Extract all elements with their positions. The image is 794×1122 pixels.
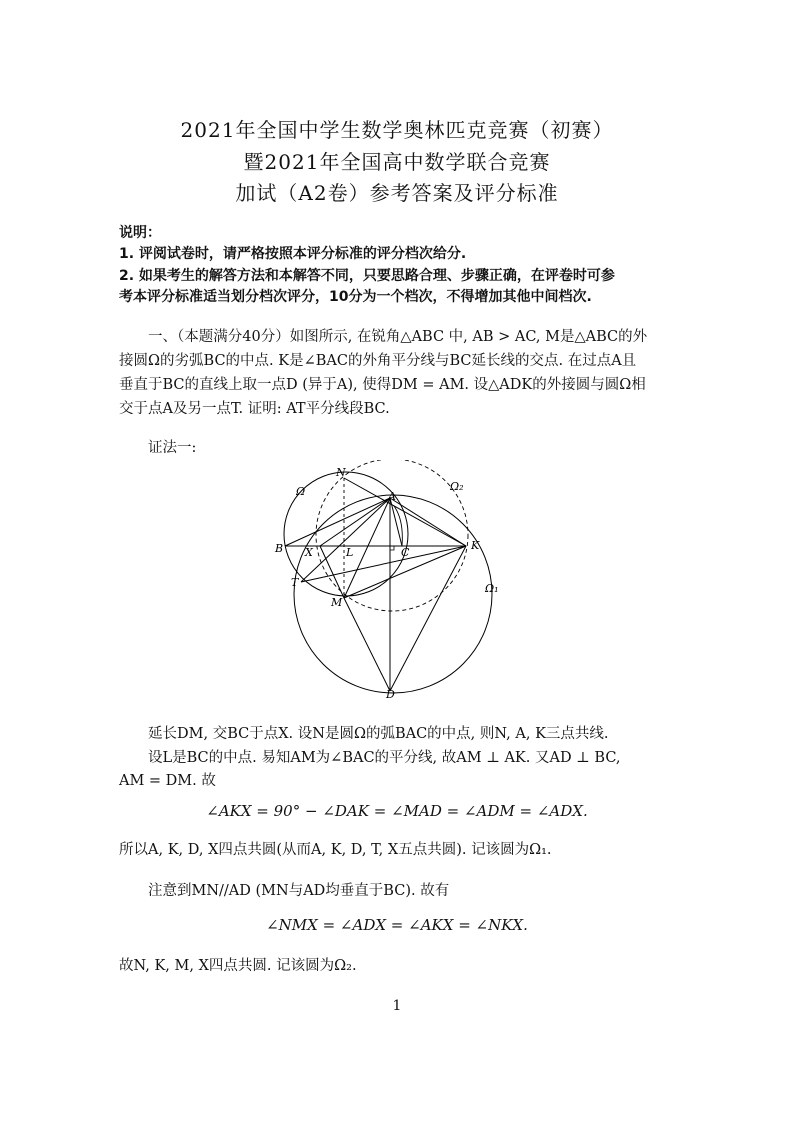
- label-k: K: [471, 539, 480, 552]
- title-line-3: 加试（A2卷）参考答案及评分标准: [235, 181, 559, 205]
- notes-item-2a: 2. 如果考生的解答方法和本解答不同，只要思路合理、步骤正确，在评卷时可参: [119, 268, 615, 284]
- line-xm: [320, 546, 344, 598]
- proof-paragraph-6: 故N, K, M, X四点共圆. 记该圆为Ω₂.: [119, 958, 357, 974]
- line-at: [301, 498, 390, 582]
- label-omega2: Ω₂: [450, 480, 464, 493]
- line-ab: [285, 498, 390, 546]
- label-b: B: [275, 542, 284, 555]
- line-kd: [390, 546, 466, 691]
- equation-2: ∠NMX = ∠ADX = ∠AKX = ∠NKX.: [266, 916, 528, 934]
- proof-paragraph-4: 所以A, K, D, X四点共圆(从而A, K, D, T, X五点共圆). 记该圆为Ω₁.: [119, 842, 552, 858]
- circle-omega2: [316, 460, 468, 611]
- notes-heading: 说明：: [119, 225, 161, 241]
- label-n: N: [336, 466, 346, 479]
- page-number: 1: [392, 998, 402, 1014]
- proof-paragraph-2: 设L是BC的中点. 易知AM为∠BAC的平分线, 故AM ⊥ AK. 又AD ⊥ BC,: [148, 750, 621, 766]
- label-m: M: [331, 596, 343, 609]
- label-omega: Ω: [296, 485, 306, 498]
- line-tk: [301, 546, 466, 582]
- right-angle-mark: [390, 546, 394, 550]
- geometry-figure: [270, 460, 530, 705]
- line-ak: [390, 498, 466, 546]
- label-omega1: Ω₁: [485, 582, 499, 595]
- proof-heading: 证法一:: [148, 440, 197, 456]
- notes-item-1: 1. 评阅试卷时，请严格按照本评分标准的评分档次给分.: [119, 246, 467, 262]
- proof-paragraph-1: 延长DM, 交BC于点X. 设N是圆Ω的弧BAC的中点, 则N, A, K三点共线.: [148, 726, 609, 742]
- proof-paragraph-3: AM = DM. 故: [119, 773, 216, 789]
- label-x: X: [305, 546, 313, 559]
- title-line-1: 2021年全国中学生数学奥林匹克竞赛（初赛）: [180, 118, 614, 142]
- line-ac: [390, 498, 402, 546]
- proof-paragraph-5: 注意到MN//AD (MN与AD均垂直于BC). 故有: [148, 883, 450, 899]
- label-c: C: [401, 546, 410, 559]
- circle-omega1: [294, 495, 492, 693]
- problem-line-3: 垂直于BC的直线上取一点D (异于A), 使得DM = AM. 设△ADK的外接圆与圆Ω相: [119, 377, 646, 393]
- line-md: [344, 598, 390, 691]
- problem-line-2: 接圆Ω的劣弧BC的中点. K是∠BAC的外角平分线与BC延长线的交点. 在过点A且: [119, 353, 637, 369]
- title-line-2: 暨2021年全国高中数学联合竞赛: [243, 150, 551, 174]
- equation-1: ∠AKX = 90° − ∠DAK = ∠MAD = ∠ADM = ∠ADX.: [206, 802, 588, 820]
- label-d: D: [386, 688, 395, 701]
- problem-line-4: 交于点A及另一点T. 证明: AT平分线段BC.: [119, 401, 390, 417]
- problem-line-1: 一、（本题满分40分）如图所示, 在锐角△ABC 中, AB > AC, M是△ABC的外: [148, 329, 648, 345]
- notes-item-2b: 考本评分标准适当划分档次评分，10分为一个档次，不得增加其他中间档次.: [119, 289, 592, 305]
- arc-near-a: [394, 506, 402, 546]
- label-l: L: [346, 546, 354, 559]
- label-a: A: [388, 490, 396, 503]
- label-t: T: [291, 576, 299, 589]
